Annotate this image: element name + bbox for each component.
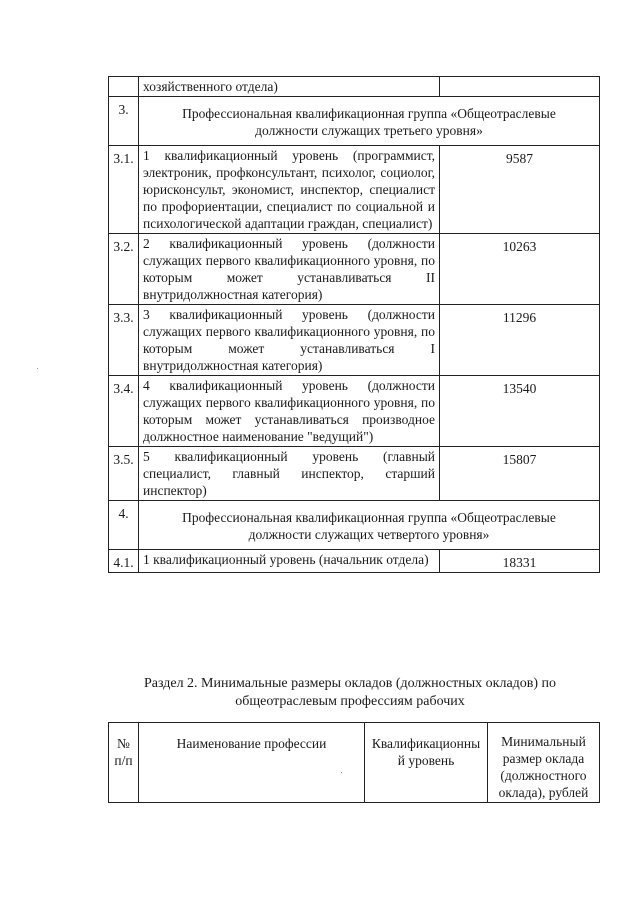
row-value: 10263: [440, 234, 600, 305]
row-number: 3.3.: [109, 305, 139, 376]
row-number: 4.1.: [109, 550, 139, 573]
row-number: 4.: [109, 501, 139, 550]
table-row: [109, 77, 600, 97]
header-level: Квалификационный уровень: [365, 723, 488, 803]
row-description: 3 квалификационный уровень (должности служащих первого квалификационного уровня, по которым может устанавливаться I внутридолжностная категория): [139, 305, 440, 376]
section-heading: Раздел 2. Минимальные размеры окладов (должностных окладов) по общеотраслевым профессиям рабочих: [143, 676, 557, 709]
row-description: 4 квалификационный уровень (должности служащих первого квалификационного уровня, по которым может устанавливаться производное должностное наименование "ведущий"): [139, 376, 440, 447]
table-row: [109, 305, 600, 376]
row-number: 3.1.: [109, 146, 139, 234]
table-header-row: [109, 723, 600, 803]
row-value: 18331: [440, 550, 600, 573]
row-number: 3.2.: [109, 234, 139, 305]
row-number: 3.4.: [109, 376, 139, 447]
group-title: Профессиональная квалификационная группа «Общеотраслевые должности служащих третьего уровня»: [139, 97, 600, 146]
row-number: [109, 77, 139, 97]
row-description: хозяйственного отдела): [139, 77, 440, 97]
scan-speck: [37, 368, 38, 369]
row-number: 3.: [109, 97, 139, 146]
row-description: 1 квалификационный уровень (программист, электроник, профконсультант, психолог, социолог, юрисконсульт, экономист, инспектор, специалист по профориентации, специалист по социальной и психологической адаптации граждан, специалист): [139, 146, 440, 234]
group-title: Профессиональная квалификационная группа «Общеотраслевые должности служащих четвертого уровня»: [139, 501, 600, 550]
header-num: № п/п: [109, 723, 139, 803]
row-value: 13540: [440, 376, 600, 447]
row-description: 2 квалификационный уровень (должности служащих первого квалификационного уровня, по которым может устанавливаться II внутридолжностная категория): [139, 234, 440, 305]
row-description: 1 квалификационный уровень (начальник отдела): [139, 550, 440, 573]
table-row: [109, 376, 600, 447]
table-row: [109, 550, 600, 573]
row-value: 11296: [440, 305, 600, 376]
table-row: [109, 97, 600, 146]
header-min-salary: Минимальный размер оклада (должностного оклада), рублей: [488, 723, 600, 803]
table-row: [109, 234, 600, 305]
header-profession: Наименование профессии: [139, 723, 365, 803]
row-value: 15807: [440, 447, 600, 501]
row-value: 9587: [440, 146, 600, 234]
row-value: [440, 77, 600, 97]
salary-table-part1: [108, 76, 600, 573]
table-row: [109, 146, 600, 234]
table-row: [109, 447, 600, 501]
row-number: 3.5.: [109, 447, 139, 501]
row-description: 5 квалификационный уровень (главный специалист, главный инспектор, старший инспектор): [139, 447, 440, 501]
table-row: [109, 501, 600, 550]
salary-table-part2-header: [108, 722, 600, 803]
scan-speck: [341, 772, 342, 773]
